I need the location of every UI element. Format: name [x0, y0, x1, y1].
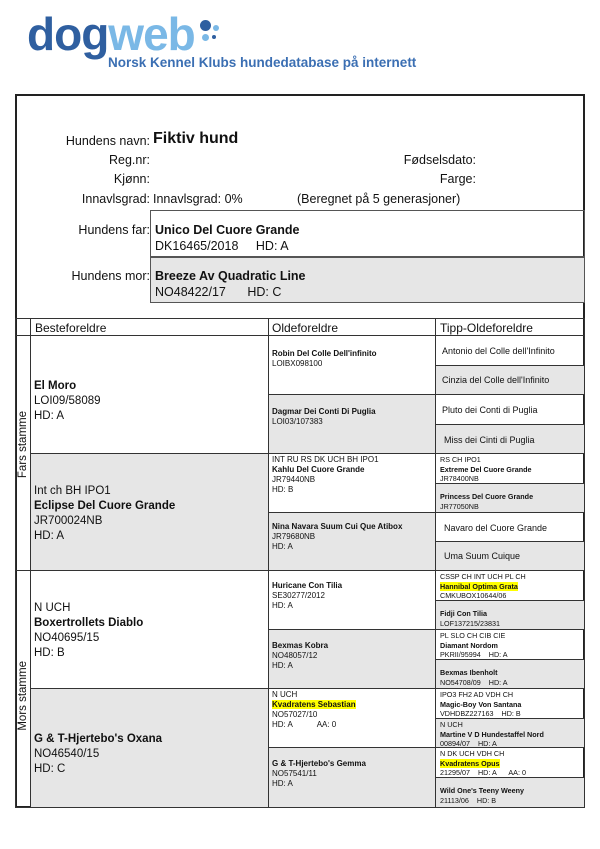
- gggp-cell-11[interactable]: [435, 629, 585, 660]
- gggp5-name: Extreme Del Cuore Grande: [440, 464, 532, 474]
- gp4-reg: NO46540/15: [34, 748, 100, 760]
- col-ggp-label: Oldeforeldre: [272, 321, 339, 335]
- gp3-title: N UCH: [34, 602, 71, 614]
- ggp7-reg: NO57027/10: [272, 710, 318, 719]
- gp4-name: G & T-Hjertebo's Oxana: [34, 733, 162, 745]
- ggp6-reg: NO48057/12: [272, 651, 318, 660]
- gggp13-hd: HD: B: [501, 709, 521, 718]
- gggp8-name: Uma Suum Cuique: [444, 551, 521, 561]
- ggp-cell-1[interactable]: [268, 335, 436, 395]
- color-label: Farge:: [439, 172, 476, 186]
- ggp-cell-3[interactable]: [268, 453, 436, 513]
- ggp8-hd: HD: A: [272, 779, 293, 788]
- logo-web-text: web: [108, 8, 195, 60]
- ggp-cell-8[interactable]: [268, 747, 436, 808]
- mother-label: Hundens mor:: [71, 269, 150, 283]
- gggp14-name: Martine V D Hundestaffel Nord: [440, 729, 544, 739]
- gggp3-name: Pluto dei Conti di Puglia: [442, 405, 538, 415]
- gp2-hd: HD: A: [34, 530, 65, 542]
- gggp-cell-16[interactable]: [435, 777, 585, 808]
- ggp1-name: Robin Del Colle Dell'infinito: [272, 349, 377, 358]
- father-stamme-cell: [15, 335, 31, 571]
- gp1-reg: LOI09/58089: [34, 395, 101, 407]
- gp1-hd: HD: A: [34, 410, 65, 422]
- gp3-reg: NO40695/15: [34, 632, 100, 644]
- gggp-cell-7[interactable]: [435, 512, 585, 542]
- gggp-cell-9[interactable]: [435, 570, 585, 601]
- gp4-hd: HD: C: [34, 763, 66, 775]
- ggp6-name: Bexmas Kobra: [272, 641, 329, 650]
- ggp-cell-7[interactable]: [268, 688, 436, 748]
- ggp-cell-4[interactable]: [268, 512, 436, 571]
- ggp2-name: Dagmar Dei Conti Di Puglia: [272, 407, 376, 416]
- gggp16-hd: HD: B: [476, 795, 497, 805]
- father-reg-line: [155, 239, 289, 253]
- gggp-cell-13[interactable]: [435, 688, 585, 719]
- gggp12-name: Bexmas Ibenholt: [440, 668, 498, 677]
- gggp15-name: Kvadratens Opus: [440, 758, 500, 768]
- sex-label: Kjønn:: [113, 172, 150, 186]
- gggp9-reg: CMKUBOX10644/06: [440, 591, 507, 600]
- header-corner: [15, 318, 31, 336]
- ggp1-reg: LOIBX098100: [272, 359, 323, 368]
- gggp13-name: Magic-Boy Von Santana: [440, 699, 522, 709]
- gggp11-reg: PKRII/95994: [440, 650, 481, 659]
- gp-cell-1[interactable]: [30, 335, 269, 454]
- gggp15-reg: 21295/07: [440, 768, 470, 777]
- ggp6-hd: HD: A: [272, 661, 293, 670]
- reg-label: Reg.nr:: [109, 153, 150, 167]
- ggp7-name: Kvadratens Sebastian: [272, 700, 356, 709]
- inbreeding-label: Innavlsgrad:: [81, 192, 150, 206]
- gggp-cell-15[interactable]: [435, 747, 585, 778]
- ggp5-name: Huricane Con Tilia: [272, 581, 343, 590]
- gggp5-reg: JR78400NB: [440, 474, 479, 483]
- gggp9-title: CSSP CH INT UCH PL CH: [440, 572, 526, 581]
- gp-cell-3[interactable]: [30, 570, 269, 689]
- gp2-name: Eclipse Del Cuore Grande: [34, 500, 176, 512]
- gggp12-hd: HD: A: [488, 677, 508, 687]
- gggp4-name: Miss dei Cinti di Puglia: [444, 435, 535, 445]
- gggp6-reg: JR77050NB: [440, 501, 479, 511]
- gggp-cell-6[interactable]: [435, 483, 585, 513]
- father-stamme-label: Fars stamme: [17, 411, 29, 479]
- col-header-ggp: [268, 318, 436, 336]
- gggp14-reg: 00894/07: [440, 739, 470, 748]
- ggp7-hd: HD: A: [272, 720, 293, 729]
- mother-stamme-cell: [15, 570, 31, 808]
- gggp-cell-2[interactable]: [435, 365, 585, 395]
- name-label: Hundens navn:: [65, 134, 150, 148]
- gp-cell-4[interactable]: [30, 688, 269, 808]
- ggp3-hd: HD: B: [272, 485, 294, 494]
- gggp-cell-10[interactable]: [435, 600, 585, 630]
- ggp4-hd: HD: A: [272, 542, 293, 551]
- mother-reg: NO48422/17: [155, 285, 226, 299]
- father-box[interactable]: [150, 210, 585, 257]
- ggp8-reg: NO57541/11: [272, 769, 317, 778]
- ggp-cell-2[interactable]: [268, 394, 436, 454]
- gggp11-title: PL SLO CH CIB CIE: [440, 631, 506, 640]
- gggp9-name: Hannibal Optima Grata: [440, 581, 518, 591]
- mother-box[interactable]: [150, 257, 585, 303]
- gggp15-aa: AA: 0: [508, 768, 526, 777]
- ggp8-name: G & T-Hjertebo's Gemma: [272, 759, 366, 768]
- ggp4-reg: JR79680NB: [272, 532, 316, 541]
- ggp3-title: INT RU RS DK UCH BH IPO1: [272, 455, 379, 464]
- gggp15-title: N DK UCH VDH CH: [440, 749, 505, 758]
- ggp-cell-5[interactable]: [268, 570, 436, 630]
- gggp11-hd: HD: A: [488, 650, 508, 659]
- gp1-name: El Moro: [34, 380, 77, 392]
- ggp3-reg: JR79440NB: [272, 475, 316, 484]
- gggp6-name: Princess Del Cuore Grande: [440, 492, 534, 501]
- gggp-cell-5[interactable]: [435, 453, 585, 484]
- father-reg: DK16465/2018: [155, 239, 239, 253]
- gggp16-name: Wild One's Teeny Weeny: [440, 786, 525, 795]
- father-hd: HD: A: [255, 239, 289, 253]
- gp3-hd: HD: B: [34, 647, 65, 659]
- gggp-cell-1[interactable]: [435, 335, 585, 366]
- gggp-cell-4[interactable]: [435, 424, 585, 454]
- father-name: Unico Del Cuore Grande: [155, 223, 300, 237]
- gp3-name: Boxertrollets Diablo: [34, 617, 144, 629]
- col-header-gggp: [435, 318, 585, 336]
- gggp7-name: Navaro del Cuore Grande: [444, 523, 548, 533]
- ggp7-aa: AA: 0: [316, 720, 337, 729]
- gggp2-name: Cinzia del Colle dell'Infinito: [442, 375, 550, 385]
- ggp-cell-6[interactable]: [268, 629, 436, 689]
- gggp10-reg: LOF137215/23831: [440, 618, 500, 628]
- logo: [27, 6, 195, 62]
- father-label: Hundens far:: [78, 223, 150, 237]
- ggp5-reg: SE30277/2012: [272, 591, 325, 600]
- col-gggp-label: Tipp-Oldeforeldre: [440, 321, 533, 335]
- inbreeding-value: Innavlsgrad: 0%: [153, 192, 243, 206]
- gggp13-reg: VDHDBZ227163: [440, 709, 494, 718]
- gggp5-title: RS CH IPO1: [440, 455, 481, 464]
- ggp2-reg: LOI03/107383: [272, 417, 323, 426]
- col-header-gp: [30, 318, 269, 336]
- birth-label: Fødselsdato:: [403, 153, 476, 167]
- logo-dog-text: dog: [27, 8, 109, 60]
- gggp11-name: Diamant Nordom: [440, 640, 498, 650]
- mother-hd: HD: C: [247, 285, 282, 299]
- gggp-cell-8[interactable]: [435, 541, 585, 571]
- mother-reg-line: [155, 285, 281, 299]
- inbreeding-note: (Beregnet på 5 generasjoner): [297, 192, 461, 206]
- gp-cell-2[interactable]: [30, 453, 269, 571]
- logo-dots-icon: [198, 18, 228, 48]
- col-gp-label: Besteforeldre: [35, 321, 107, 335]
- logo-subtitle: Norsk Kennel Klubs hundedatabase på internett: [108, 55, 417, 70]
- gp2-title: Int ch BH IPO1: [34, 485, 111, 497]
- gggp12-reg: NO54708/09: [440, 677, 481, 687]
- gggp-cell-14[interactable]: [435, 718, 585, 748]
- mother-stamme-label: Mors stamme: [17, 661, 29, 731]
- gggp15-hd: HD: A: [477, 768, 497, 777]
- gggp-cell-12[interactable]: [435, 659, 585, 689]
- gggp-cell-3[interactable]: [435, 394, 585, 425]
- gggp1-name: Antonio del Colle dell'Infinito: [442, 346, 555, 356]
- gggp16-reg: 21113/06: [440, 795, 469, 805]
- ggp4-name: Nina Navara Suum Cui Que Atibox: [272, 522, 403, 531]
- gggp14-hd: HD: A: [477, 739, 497, 748]
- gggp10-name: Fidji Con Tilia: [440, 609, 487, 618]
- gp2-reg: JR700024NB: [34, 515, 103, 527]
- mother-name: Breeze Av Quadratic Line: [155, 269, 306, 283]
- dog-name: Fiktiv hund: [153, 130, 239, 147]
- ggp5-hd: HD: A: [272, 601, 293, 610]
- gggp13-title: IPO3 FH2 AD VDH CH: [440, 690, 514, 699]
- ggp7-title: N UCH: [272, 690, 298, 699]
- ggp3-name: Kahlu Del Cuore Grande: [272, 465, 365, 474]
- gggp14-title: N UCH: [440, 720, 463, 729]
